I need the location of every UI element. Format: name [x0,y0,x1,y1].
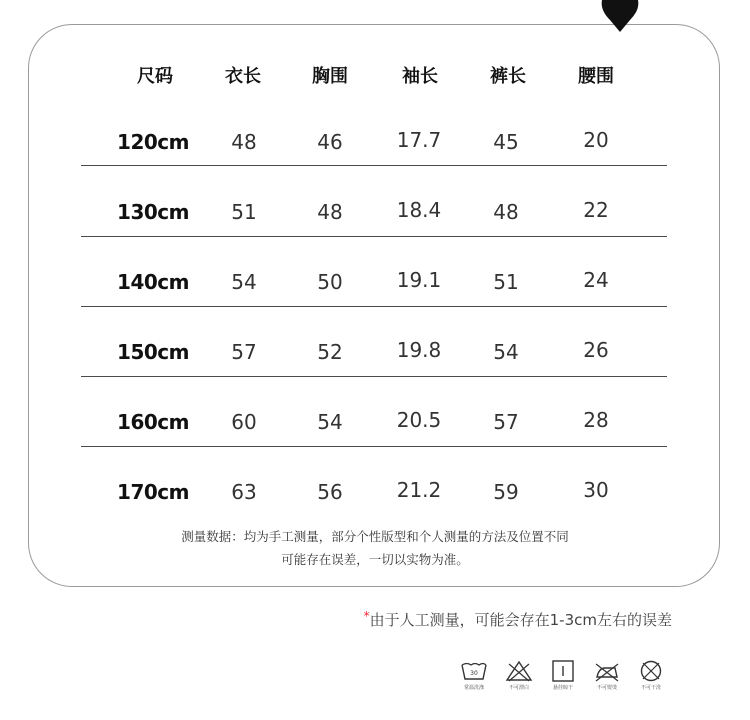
cell-length: 51 [231,200,257,224]
cell-pants-length: 48 [493,200,519,224]
cell-pants-length: 54 [493,340,519,364]
row-divider [81,306,667,307]
cell-length: 54 [231,270,257,294]
measurement-note-line1: 测量数据：均为手工测量，部分个性版型和个人测量的方法及位置不同 [181,529,569,544]
cell-waist: 30 [583,478,609,502]
care-item [543,660,583,691]
table-row [0,322,750,392]
table-row [0,252,750,322]
asterisk-mark: * [363,609,370,623]
row-divider [81,165,667,166]
cell-waist: 26 [583,338,609,362]
care-item [499,660,539,691]
cell-size: 170cm [117,480,189,504]
cell-chest: 54 [317,410,343,434]
header-waist: 腰围 [578,66,614,87]
cell-waist: 24 [583,268,609,292]
table-row [0,182,750,252]
cell-length: 63 [231,480,257,504]
row-divider [81,236,667,237]
cell-size: 140cm [117,270,189,294]
care-item [454,660,494,691]
cell-length: 48 [231,130,257,154]
cell-size: 130cm [117,200,189,224]
cell-waist: 20 [583,128,609,152]
header-chest: 胸围 [312,66,348,87]
care-label: 不可熨烫 [596,685,617,691]
cell-pants-length: 45 [493,130,519,154]
cell-size: 160cm [117,410,189,434]
table-row [0,462,750,532]
care-label: 不可漂白 [508,685,529,691]
row-divider [81,376,667,377]
cell-size: 120cm [117,130,189,154]
cell-sleeve: 20.5 [396,408,442,432]
cell-chest: 52 [317,340,343,364]
cell-pants-length: 57 [493,410,519,434]
cell-sleeve: 21.2 [396,478,442,502]
location-pin-icon [598,0,642,34]
cell-chest: 48 [317,200,343,224]
row-divider [81,446,667,447]
cell-sleeve: 19.8 [396,338,442,362]
cell-waist: 22 [583,198,609,222]
care-item [631,660,671,691]
care-label: 常温洗涤 [463,685,484,691]
header-size: 尺码 [137,66,173,87]
cell-pants-length: 59 [493,480,519,504]
cell-chest: 50 [317,270,343,294]
table-row [0,392,750,462]
measurement-note-line2: 可能存在误差，一切以实物为准。 [281,552,469,567]
error-note [364,609,672,630]
care-label: 悬挂晾干 [552,685,573,691]
header-sleeve: 袖长 [402,66,438,87]
cell-pants-length: 51 [493,270,519,294]
wash-30-icon [460,660,488,682]
table-row [0,112,750,182]
cell-waist: 28 [583,408,609,432]
care-label: 不可干洗 [640,685,661,691]
cell-sleeve: 19.1 [396,268,442,292]
error-note-text: 由于人工测量，可能会存在1-3cm左右的误差 [369,611,672,629]
no-iron-icon [593,660,621,682]
cell-chest: 46 [317,130,343,154]
care-item [587,660,627,691]
header-length: 衣长 [225,66,261,87]
hang-dry-icon [549,660,577,682]
cell-chest: 56 [317,480,343,504]
no-bleach-icon [505,660,533,682]
cell-length: 57 [231,340,257,364]
cell-size: 150cm [117,340,189,364]
wash-temperature: 30 [470,670,478,677]
cell-sleeve: 18.4 [396,198,442,222]
cell-sleeve: 17.7 [396,128,442,152]
no-dry-clean-icon [637,660,665,682]
cell-length: 60 [231,410,257,434]
header-pants-length: 裤长 [490,66,526,87]
